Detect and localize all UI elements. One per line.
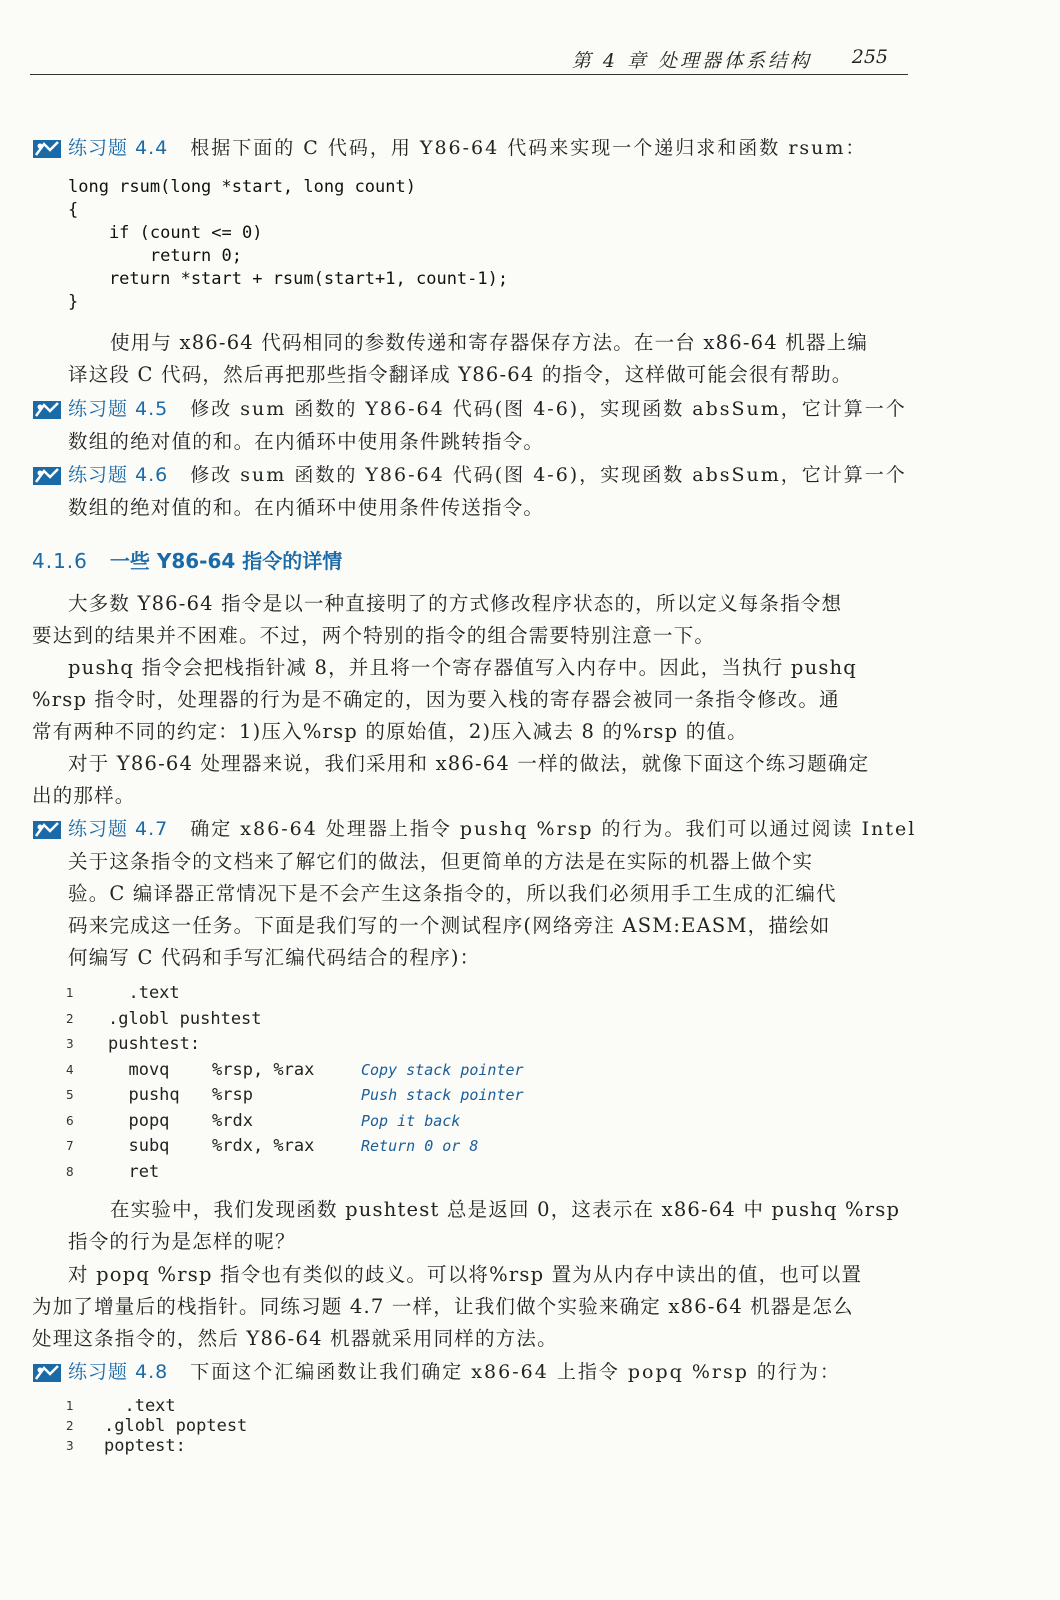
text-line: pushq 指令会把栈指针减 8，并且将一个寄存器值写入内存中。因此，当执行 pushq xyxy=(68,656,857,679)
text-line: 何编写 C 代码和手写汇编代码结合的程序)： xyxy=(68,946,481,969)
line-number: 2 xyxy=(66,1011,74,1026)
code-instruction: ret xyxy=(108,1161,160,1182)
exercise-4-4-heading xyxy=(32,132,866,165)
code-operands: %rsp, %rax xyxy=(212,1059,315,1080)
code-operands: %rdx, %rax xyxy=(212,1136,315,1156)
text-line: %rsp 指令时，处理器的行为是不确定的，因为要入栈的寄存器会被同一条指令修改。通 xyxy=(32,688,840,711)
exercise-4-5-continuation xyxy=(68,426,544,458)
text-line: 对 popq %rsp 指令也有类似的歧义。可以将%rsp 置为从内存中读出的值，也可以置 xyxy=(68,1263,863,1286)
exercise-icon xyxy=(32,138,62,160)
code-comment: Pop it back xyxy=(361,1111,461,1130)
exercise-4-7-question xyxy=(68,1194,900,1258)
text-line: 指令的行为是怎样的呢？ xyxy=(68,1230,296,1253)
exercise-text: 下面这个汇编函数让我们确定 x86-64 上指令 popq %rsp 的行为： xyxy=(190,1361,841,1383)
exercise-text: 修改 sum 函数的 Y86-64 代码(图 4-6)，实现函数 absSum，它计算一个 xyxy=(190,398,907,420)
exercise-4-4-note xyxy=(68,327,908,391)
code-instruction: .text xyxy=(108,983,180,1003)
exercise-icon xyxy=(32,399,62,421)
exercise-4-7-heading xyxy=(32,813,916,846)
text-line: 常有两种不同的约定：1)压入%rsp 的原始值，2)压入减去 8 的%rsp 的值。 xyxy=(32,720,748,743)
paragraph xyxy=(32,588,908,652)
exercise-label: 练习题 4.6 xyxy=(68,464,169,486)
text-line: 码来完成这一任务。下面是我们写的一个测试程序(网络旁注 ASM:EASM，描绘如 xyxy=(68,914,831,937)
line-number: 8 xyxy=(66,1164,74,1179)
text-line: 处理这条指令的，然后 Y86-64 机器就采用同样的方法。 xyxy=(32,1327,558,1350)
paragraph xyxy=(32,748,908,812)
text-line: 在实验中，我们发现函数 pushtest 总是返回 0，这表示在 x86-64 中 pushq %rsp xyxy=(110,1198,901,1221)
exercise-icon xyxy=(32,1362,62,1384)
paragraph xyxy=(32,1259,908,1355)
exercise-icon xyxy=(32,465,62,487)
paragraph xyxy=(32,652,908,748)
exercise-text: 确定 x86-64 处理器上指令 pushq %rsp 的行为。我们可以通过阅读 Intel xyxy=(190,818,917,840)
page-number: 255 xyxy=(851,46,888,68)
exercise-4-6-continuation xyxy=(68,492,544,524)
code-operands: %rdx xyxy=(212,1110,253,1131)
line-number: 5 xyxy=(66,1088,74,1102)
exercise-text: 修改 sum 函数的 Y86-64 代码(图 4-6)，实现函数 absSum，它计算一个 xyxy=(190,464,907,486)
code-operands: %rsp xyxy=(212,1085,253,1105)
code-comment: Return 0 or 8 xyxy=(361,1137,479,1155)
line-number: 7 xyxy=(66,1139,74,1153)
text-line: 为加了增量后的栈指针。同练习题 4.7 一样，让我们做个实验来确定 x86-64 机器是怎么 xyxy=(32,1295,854,1318)
exercise-label: 练习题 4.7 xyxy=(68,818,169,840)
text-line: 关于这条指令的文档来了解它们的做法，但更简单的方法是在实际的机器上做个实 xyxy=(68,850,814,873)
exercise-4-5-heading xyxy=(32,393,907,426)
line-number: 1 xyxy=(66,986,74,1000)
text-line: 译这段 C 代码，然后再把那些指令翻译成 Y86-64 的指令，这样做可能会很有帮助。 xyxy=(68,363,853,386)
c-code-rsum: long rsum(long *start, long count) { if (count <= 0) return 0; return *start + rsum(start+1, count-1); } xyxy=(68,177,509,312)
code-instruction: pushq xyxy=(108,1085,180,1105)
exercise-label: 练习题 4.4 xyxy=(68,137,169,159)
text-line: 大多数 Y86-64 指令是以一种直接明了的方式修改程序状态的，所以定义每条指令想 xyxy=(68,592,843,615)
section-number: 4.1.6 xyxy=(32,549,88,573)
chapter-title: 第 4 章 处理器体系结构 xyxy=(571,50,812,72)
line-number: 2 xyxy=(66,1419,74,1433)
text-line: 对于 Y86-64 处理器来说，我们采用和 x86-64 一样的做法，就像下面这个练习题确定 xyxy=(68,752,870,775)
exercise-icon xyxy=(32,819,62,841)
line-number: 3 xyxy=(66,1439,74,1453)
line-number: 6 xyxy=(66,1113,74,1128)
exercise-4-6-heading xyxy=(32,459,907,492)
exercise-label: 练习题 4.8 xyxy=(68,1361,169,1383)
running-head xyxy=(30,44,908,75)
text-line: 验。C 编译器正常情况下是不会产生这条指令的，所以我们必须用手工生成的汇编代 xyxy=(68,882,837,905)
exercise-label: 练习题 4.5 xyxy=(68,398,169,420)
exercise-4-8-heading xyxy=(32,1356,841,1389)
code-instruction: poptest: xyxy=(104,1436,186,1456)
code-instruction: popq xyxy=(108,1110,170,1131)
section-heading xyxy=(32,545,342,574)
line-number: 1 xyxy=(66,1399,74,1413)
code-instruction: movq xyxy=(108,1059,170,1080)
text-line: 使用与 x86-64 代码相同的参数传递和寄存器保存方法。在一台 x86-64 机器上编 xyxy=(110,331,869,354)
section-title: 一些 Y86-64 指令的详情 xyxy=(109,549,343,573)
exercise-4-7-body xyxy=(68,846,837,974)
text-line: 数组的绝对值的和。在内循环中使用条件跳转指令。 xyxy=(68,430,545,453)
code-instruction: .text xyxy=(104,1396,176,1416)
exercise-text: 根据下面的 C 代码，用 Y86-64 代码来实现一个递归求和函数 rsum： xyxy=(190,137,867,159)
line-number: 4 xyxy=(66,1062,74,1077)
code-instruction: pushtest: xyxy=(108,1034,201,1054)
text-line: 出的那样。 xyxy=(32,784,136,807)
code-instruction: .globl poptest xyxy=(104,1416,248,1436)
code-comment: Copy stack pointer xyxy=(361,1060,524,1079)
code-instruction: .globl pushtest xyxy=(108,1008,262,1029)
text-line: 数组的绝对值的和。在内循环中使用条件传送指令。 xyxy=(68,496,545,519)
line-number: 3 xyxy=(66,1037,74,1051)
code-instruction: subq xyxy=(108,1136,170,1156)
code-comment: Push stack pointer xyxy=(361,1086,524,1104)
text-line: 要达到的结果并不困难。不过，两个特别的指令的组合需要特别注意一下。 xyxy=(32,624,716,647)
